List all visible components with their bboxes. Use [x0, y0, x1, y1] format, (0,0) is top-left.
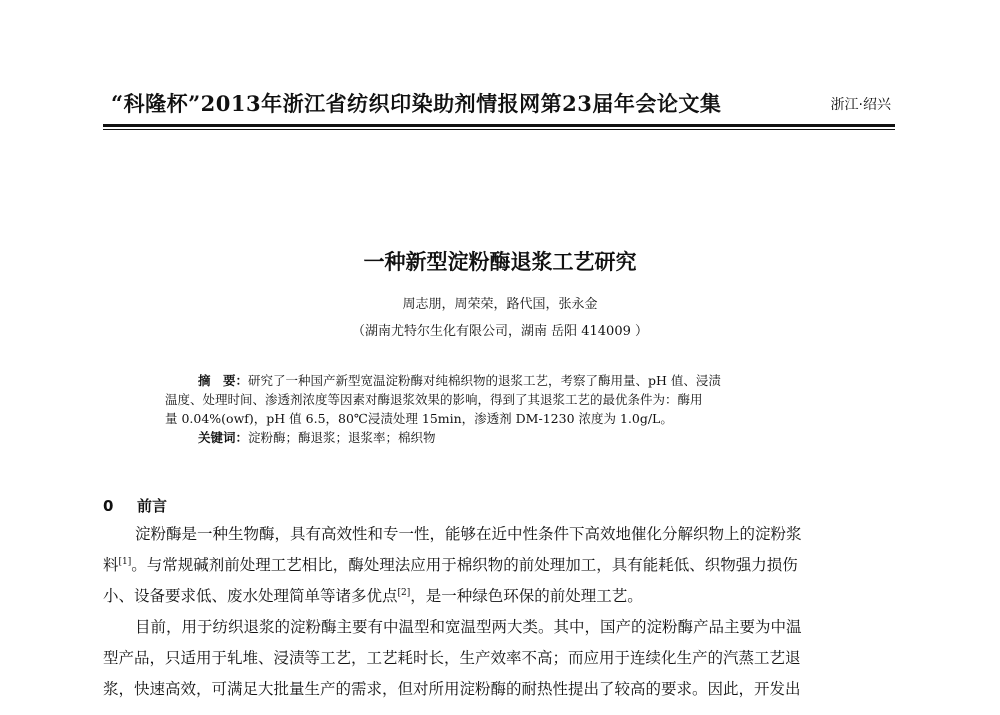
- header-rule-thick: [103, 124, 895, 127]
- header-rule-thin: [103, 129, 895, 130]
- body-text-run: 料: [103, 556, 119, 574]
- proceedings-title: “科隆杯”2013年浙江省纺织印染助剂情报网第23届年会论文集: [111, 91, 722, 116]
- body-text: [103, 519, 893, 705]
- body-line: [103, 550, 893, 581]
- abstract-line: 量 0.04%(owf)，pH 值 6.5，80℃浸渍处理 15min，渗透剂 DM-1230 浓度为 1.0g/L。: [165, 411, 673, 426]
- running-header: [103, 86, 895, 116]
- body-line: 型产品，只适用于轧堆、浸渍等工艺，工艺耗时长，生产效率不高；而应用于连续化生产的汽蒸工艺退: [103, 649, 801, 667]
- body-line: 目前，用于纺织退浆的淀粉酶主要有中温型和宽温型两大类。其中，国产的淀粉酶产品主要为中温: [135, 618, 802, 636]
- keywords-label: 关键词：: [198, 430, 249, 445]
- abstract-label: 摘 要：: [198, 373, 249, 388]
- citation-ref: [2]: [397, 587, 411, 598]
- section-heading: [103, 495, 167, 516]
- abstract-line: 温度、处理时间、渗透剂浓度等因素对酶退浆效果的影响，得到了其退浆工艺的最优条件为：酶用: [165, 392, 703, 407]
- body-line: 淀粉酶是一种生物酶，具有高效性和专一性，能够在近中性条件下高效地催化分解织物上的淀粉浆: [135, 525, 802, 543]
- abstract-line: 研究了一种国产新型宽温淀粉酶对纯棉织物的退浆工艺，考察了酶用量、pH 值、浸渍: [248, 373, 721, 388]
- conference-location: 浙江·绍兴: [830, 97, 891, 113]
- body-line: [103, 581, 893, 612]
- paper-title: 一种新型淀粉酶退浆工艺研究: [363, 250, 637, 274]
- body-text-run: 小、设备要求低、废水处理简单等诸多优点: [103, 587, 398, 605]
- affiliation: （湖南尤特尔生化有限公司，湖南 岳阳 414009 ）: [351, 324, 649, 339]
- author-list: 周志朋，周荣荣，路代国，张永金: [402, 297, 598, 312]
- abstract-block: [165, 371, 835, 447]
- keywords: 淀粉酶；酶退浆；退浆率；棉织物: [248, 430, 436, 445]
- citation-ref: [1]: [118, 556, 132, 567]
- body-text-run: 。与常规碱剂前处理工艺相比，酶处理法应用于棉织物的前处理加工，具有能耗低、织物强力损伤: [131, 556, 798, 574]
- section-number: 0: [103, 497, 114, 515]
- section-title: 前言: [137, 497, 168, 515]
- body-text-run: ，是一种绿色环保的前处理工艺。: [410, 587, 643, 605]
- body-line: 浆，快速高效，可满足大批量生产的需求，但对所用淀粉酶的耐热性提出了较高的要求。因此，开发出: [103, 680, 801, 698]
